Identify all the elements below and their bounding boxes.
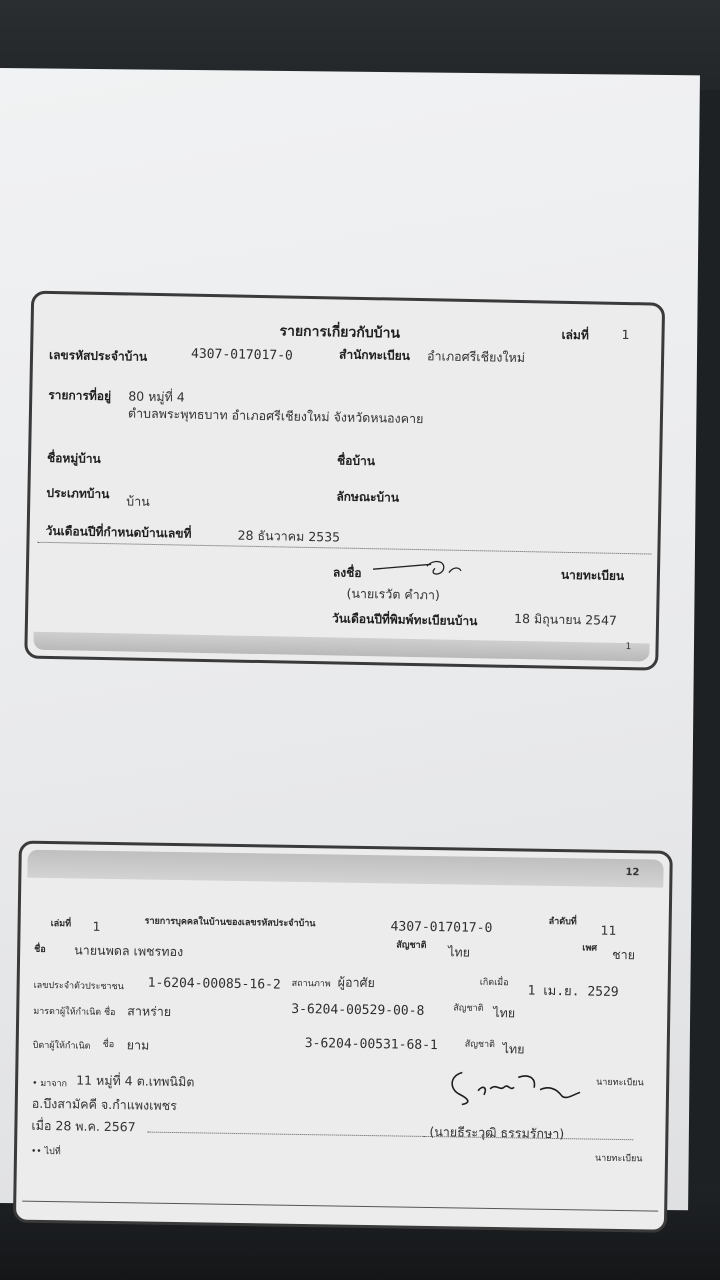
father-nationality: ไทย	[502, 1041, 525, 1057]
house-type-label: ประเภทบ้าน	[46, 485, 110, 502]
office-label: สำนักทะเบียน	[338, 347, 411, 363]
mother-label: มารดาผู้ให้กำเนิด ชื่อ	[33, 1006, 116, 1019]
book-label: เล่มที่	[561, 327, 589, 343]
father-nationality-label: สัญชาติ	[464, 1039, 496, 1051]
paper-sheet	[0, 68, 700, 1210]
moved-from-label: • มาจาก	[32, 1078, 68, 1090]
father-id: 3-6204-00531-68-1	[304, 1036, 438, 1054]
print-date: 18 มิถุนายน 2547	[513, 610, 618, 628]
person-record-card	[13, 841, 673, 1233]
registrar-signature	[369, 555, 469, 583]
village-label: ชื่อหมู่บ้าน	[46, 450, 101, 466]
person-name: นายนพดล เพชรทอง	[74, 942, 184, 960]
nationality-value: ไทย	[448, 944, 471, 960]
mother-nationality-label: สัญชาติ	[453, 1003, 484, 1014]
registrar-signature	[444, 1064, 585, 1110]
born-label: เกิดเมื่อ	[479, 977, 509, 989]
mother-id: 3-6204-00529-00-8	[291, 1001, 425, 1019]
address-line1: 80 หมู่ที่ 4	[128, 388, 185, 405]
house-code: 4307-017017-0	[390, 919, 493, 936]
house-record-title: รายการเกี่ยวกับบ้าน	[279, 323, 401, 342]
house-code: 4307-017017-0	[190, 346, 293, 364]
registrar-role: นายทะเบียน	[560, 567, 625, 584]
card-bottom-band	[33, 632, 649, 662]
house-record-card	[24, 291, 665, 671]
book-number: 1	[621, 326, 630, 343]
father-name: ยาม	[126, 1037, 150, 1053]
sex-label: เพศ	[582, 943, 598, 954]
born-value: 1 เม.ย. 2529	[527, 983, 619, 1000]
dotted-line	[147, 1132, 423, 1137]
moved-from-line1: 11 หมู่ที่ 4 ต.เทพนิมิต	[76, 1072, 195, 1090]
moved-to-label: •• ไปที่	[30, 1146, 61, 1158]
mother-nationality: ไทย	[493, 1005, 516, 1021]
card-bottom-rule	[22, 1201, 658, 1222]
sex-value: ชาย	[612, 946, 636, 963]
moved-date: เมื่อ 28 พ.ค. 2567	[31, 1117, 136, 1135]
status-label: สถานภาพ	[291, 978, 331, 990]
house-name-label: ชื่อบ้าน	[336, 453, 376, 469]
house-code-label: เลขรหัสประจำบ้าน	[48, 347, 148, 364]
registrar-role-bottom: นายทะเบียน	[594, 1153, 643, 1165]
sequence-label: ลำดับที่	[548, 916, 577, 928]
registrar-name: (นายเรวัต คำภา)	[346, 585, 441, 603]
id-value: 1-6204-00085-16-2	[147, 975, 281, 993]
book-number: 1	[92, 918, 101, 934]
house-type-value: บ้าน	[126, 493, 150, 509]
card-top-band	[27, 850, 663, 888]
address-line2: ตำบลพระพุทธบาท อำเภอศรีเชียงใหม่ จังหวัดหนองคาย	[127, 405, 424, 427]
print-date-label: วันเดือนปีที่พิมพ์ทะเบียนบ้าน	[331, 611, 478, 629]
father-name-label: ชื่อ	[102, 1039, 115, 1051]
moved-from-line2: อ.บึงสามัคคี จ.กำแพงเพชร	[31, 1095, 177, 1114]
mother-name: สาหร่าย	[127, 1003, 172, 1019]
assigned-date: 28 ธันวาคม 2535	[237, 527, 341, 545]
address-label: รายการที่อยู่	[48, 387, 112, 404]
house-feature-label: ลักษณะบ้าน	[336, 489, 400, 505]
registrar-name: (นายธีระวุฒิ ธรรมรักษา)	[429, 1124, 565, 1142]
status-value: ผู้อาศัย	[337, 974, 375, 991]
assigned-date-label: วันเดือนปีที่กำหนดบ้านเลขที่	[45, 523, 192, 541]
id-label: เลขประจำตัวประชาชน	[33, 980, 124, 993]
office-value: อำเภอศรีเชียงใหม่	[426, 348, 526, 366]
person-record-title: รายการบุคคลในบ้านของเลขรหัสประจำบ้าน	[144, 916, 316, 930]
nationality-label: สัญชาติ	[396, 940, 427, 951]
page-mark: 1	[625, 642, 632, 653]
separator-line	[37, 542, 651, 555]
page-number: 12	[625, 867, 640, 879]
book-label: เล่มที่	[50, 919, 72, 930]
registrar-role-top: นายทะเบียน	[596, 1077, 644, 1089]
sequence-number: 11	[600, 922, 617, 938]
father-label: บิดาผู้ให้กำเนิด	[32, 1040, 91, 1052]
sign-label: ลงชื่อ	[332, 565, 362, 580]
name-label: ชื่อ	[34, 944, 46, 955]
